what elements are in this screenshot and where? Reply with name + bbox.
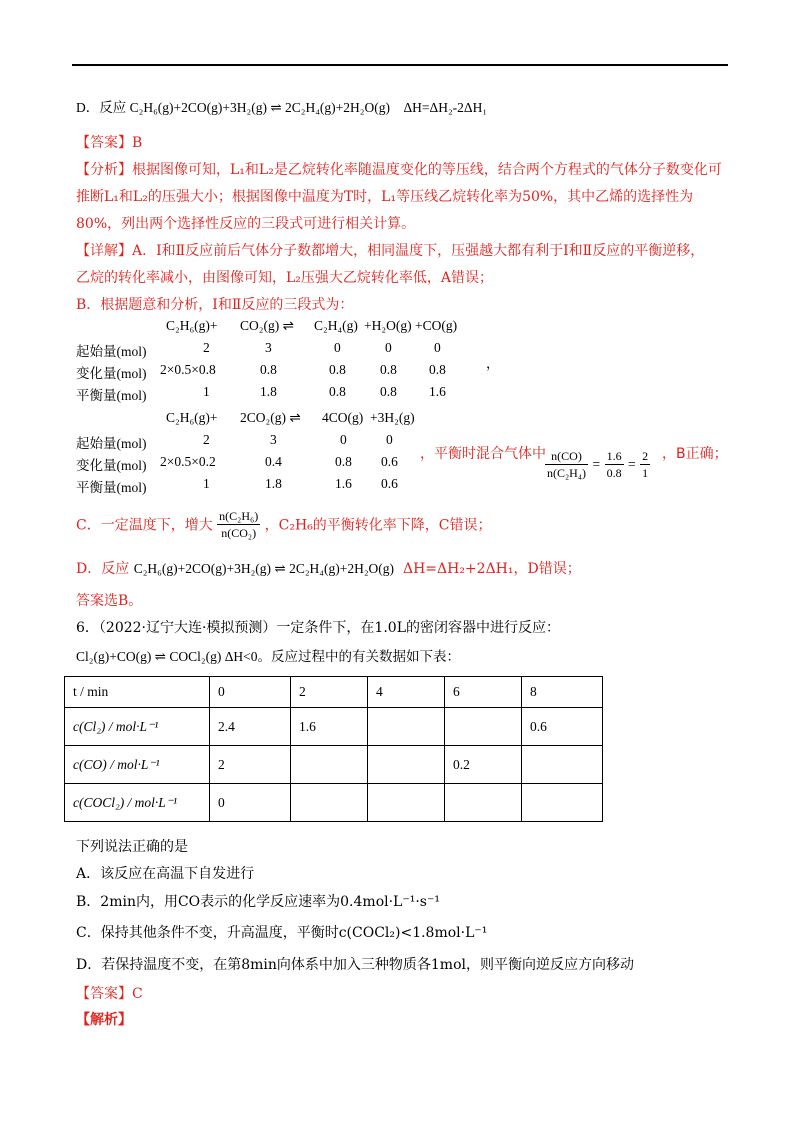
q6-option-d: D．若保持温度不变，在第8min向体系中加入三种物质各1mol，则平衡向逆反应方向移动 — [76, 957, 634, 973]
ice2-tail: ，B正确； — [662, 446, 728, 462]
ice1-value: 0 — [334, 340, 341, 355]
option-c-post: ，C₂H₆的平衡转化率下降，C错误； — [264, 517, 492, 534]
table-cell — [445, 784, 522, 822]
ice2-value: 0.6 — [381, 454, 398, 469]
ice1-value: 2×0.5×0.8 — [160, 362, 216, 377]
ice2-value: 0.8 — [335, 454, 352, 469]
ice2-value: 1.6 — [335, 476, 352, 491]
table-cell — [291, 746, 368, 784]
ice2-note: ，平衡时混合气体中 — [420, 446, 546, 462]
table-row — [65, 708, 603, 746]
table-cell: 1.6 — [291, 708, 368, 746]
analysis-line-3: 80%，列出两个选择性反应的三段式可进行相关计算。 — [76, 216, 416, 232]
option-c-den: n(CO₂) — [221, 526, 257, 540]
ice1-header: +CO(g) — [415, 318, 458, 333]
ice2-value: 2×0.5×0.2 — [160, 454, 216, 469]
analysis-text: 根据图像可知，L₁和L₂是乙烷转化率随温度变化的等压线，结合两个方程式的气体分子数变化可 — [132, 162, 722, 178]
table-header-row — [65, 677, 603, 708]
ice1-row-label: 起始量(mol) — [76, 344, 147, 359]
table-header-cell: 0 — [210, 677, 291, 708]
q6-option-c: C．保持其他条件不变，升高温度，平衡时c(COCl₂)<1.8mol·L⁻¹ — [76, 925, 488, 941]
ice2-row-label: 平衡量(mol) — [76, 480, 147, 495]
table-cell: 2.4 — [210, 708, 291, 746]
ice2-value: 0 — [386, 432, 393, 447]
ice2-value: 3 — [270, 432, 277, 447]
detail-text: A．Ⅰ和Ⅱ反应前后气体分子数都增大，相同温度下，压强越大都有利于Ⅰ和Ⅱ反应的平衡逆移， — [132, 243, 705, 259]
table-cell — [368, 708, 445, 746]
header-rule — [72, 64, 728, 66]
ratio-expression — [545, 448, 650, 481]
q6-prompt: 下列说法正确的是 — [76, 839, 188, 855]
analysis-line-1 — [76, 160, 722, 180]
answer-value: B — [132, 135, 143, 151]
table-cell — [368, 784, 445, 822]
ice1-value: 3 — [265, 340, 272, 355]
reaction-equation: C₂H₆(g)+2CO(g)+3H₂(g) ⇌ 2C₂H₄(g)+2H₂O(g) — [129, 100, 390, 115]
table-header-cell: 4 — [368, 677, 445, 708]
answer-label: 【答案】 — [76, 135, 132, 151]
option-c-num: n(C₂H₆) — [219, 509, 259, 523]
enthalpy: ΔH=ΔH₂-2ΔH₁ — [403, 100, 488, 115]
table-header-cell: 6 — [445, 677, 522, 708]
ice1-header: +H₂O(g) — [364, 318, 412, 333]
table-cell: c(CO) / mol·L⁻¹ — [65, 746, 210, 784]
ice1-row-label: 变化量(mol) — [76, 366, 147, 381]
final-answer: 答案选B。 — [76, 593, 143, 609]
detail-line-2: 乙烷的转化率减小，由图像可知，L₂压强大乙烷转化率低，A错误； — [76, 270, 494, 286]
ratio-den-value: 0.8 — [606, 466, 622, 480]
q6-answer — [76, 984, 143, 1004]
equals-sign: = — [628, 456, 636, 472]
ratio-num: n(CO) — [545, 448, 588, 465]
q6-option-b: B．2min内，用CO表示的化学反应速率为0.4mol·L⁻¹·s⁻¹ — [76, 894, 440, 910]
ice1-value: 0 — [434, 340, 441, 355]
ice1-comma: ， — [486, 356, 500, 372]
ice2-value: 2 — [203, 432, 210, 447]
ice1-value: 0.8 — [380, 362, 397, 377]
q6-reaction: Cl₂(g)+CO(g) ⇌ COCl₂(g) ΔH<0。反应过程中的有关数据如下表： — [76, 649, 460, 664]
ice1-value: 0.8 — [329, 384, 346, 399]
q6-option-a: A．该反应在高温下自发进行 — [76, 866, 255, 882]
option-d-top — [76, 98, 487, 118]
option-c-detail — [76, 508, 492, 541]
answer-label: 【答案】 — [76, 986, 132, 1002]
ice2-value: 1.8 — [265, 476, 282, 491]
ice1-value: 0.8 — [260, 362, 277, 377]
ratio-fraction — [545, 448, 588, 481]
option-d-detail — [76, 559, 581, 579]
detail-line-3: B．根据题意和分析，Ⅰ和Ⅱ反应的三段式为： — [76, 297, 354, 313]
ice2-value: 0.4 — [265, 454, 282, 469]
analysis-label: 【分析】 — [76, 162, 132, 178]
ice1-value: 0.8 — [380, 384, 397, 399]
ice1-value: 1.6 — [429, 384, 446, 399]
ratio-den: n(C₂H₄) — [547, 466, 587, 480]
table-cell: 0 — [210, 784, 291, 822]
ratio-den-simple: 1 — [642, 466, 649, 480]
analysis-line-2: 推断L₁和L₂的压强大小；根据图像中温度为T时，L₁等压线乙烷转化率为50%，其中乙烯的选择性为 — [76, 189, 694, 205]
ice2-value: 0 — [340, 432, 347, 447]
option-c-pre: C．一定温度下，增大 — [76, 517, 213, 534]
detail-line-1 — [76, 241, 704, 261]
option-label: D．反应 — [76, 100, 127, 115]
ice1-value: 1 — [203, 384, 210, 399]
table-row — [65, 746, 603, 784]
ice2-value: 1 — [203, 476, 210, 491]
equals-sign: = — [592, 456, 601, 472]
table-header-cell: 8 — [522, 677, 603, 708]
table-cell: 0.2 — [445, 746, 522, 784]
ice1-value: 2 — [203, 340, 210, 355]
ice1-value: 1.8 — [260, 384, 277, 399]
q6-intro: 6．（2022·辽宁大连·模拟预测）一定条件下，在1.0L的密闭容器中进行反应： — [76, 620, 560, 636]
option-d-pre: D．反应 — [76, 561, 130, 577]
ice2-header: +3H₂(g) — [370, 410, 415, 425]
ratio-num-simple: 2 — [642, 449, 649, 463]
ice2-row-label: 变化量(mol) — [76, 458, 147, 473]
ice2-header: C₂H₆(g)+ — [166, 410, 218, 425]
ice1-header: C₂H₄(g) — [314, 318, 358, 333]
ice2-value: 0.6 — [381, 476, 398, 491]
table-cell — [522, 784, 603, 822]
ice1-header: CO₂(g) ⇌ — [240, 318, 294, 333]
table-cell — [445, 708, 522, 746]
option-c-fraction — [217, 508, 260, 541]
table-cell — [291, 784, 368, 822]
table-header-cell: t / min — [65, 677, 210, 708]
option-d-post: ΔH=ΔH₂+2ΔH₁，D错误； — [402, 561, 581, 577]
table-cell — [522, 746, 603, 784]
ice2-header: 2CO₂(g) ⇌ — [240, 410, 301, 425]
ice2-header: 4CO(g) — [322, 410, 364, 425]
table-header-cell: 2 — [291, 677, 368, 708]
table-cell: 2 — [210, 746, 291, 784]
table-cell — [368, 746, 445, 784]
ice1-row-label: 平衡量(mol) — [76, 388, 147, 403]
data-table — [64, 676, 603, 822]
answer-value: C — [132, 986, 143, 1002]
answer-1 — [76, 133, 142, 153]
table-cell: c(Cl₂) / mol·L⁻¹ — [65, 708, 210, 746]
ratio-num-value: 1.6 — [606, 449, 622, 463]
ice2-row-label: 起始量(mol) — [76, 436, 147, 451]
ratio-value — [605, 448, 624, 481]
ratio-simplified — [640, 448, 650, 481]
option-d-reaction: C₂H₆(g)+2CO(g)+3H₂(g) ⇌ 2C₂H₄(g)+2H₂O(g) — [133, 561, 395, 576]
table-cell: c(COCl₂) / mol·L⁻¹ — [65, 784, 210, 822]
table-row — [65, 784, 603, 822]
ice1-value: 0 — [385, 340, 392, 355]
table-cell: 0.6 — [522, 708, 603, 746]
ice1-value: 0.8 — [429, 362, 446, 377]
q6-analysis-label: 【解析】 — [76, 1012, 132, 1028]
ice1-header: C₂H₆(g)+ — [166, 318, 218, 333]
ice1-value: 0.8 — [329, 362, 346, 377]
detail-label: 【详解】 — [76, 243, 132, 259]
